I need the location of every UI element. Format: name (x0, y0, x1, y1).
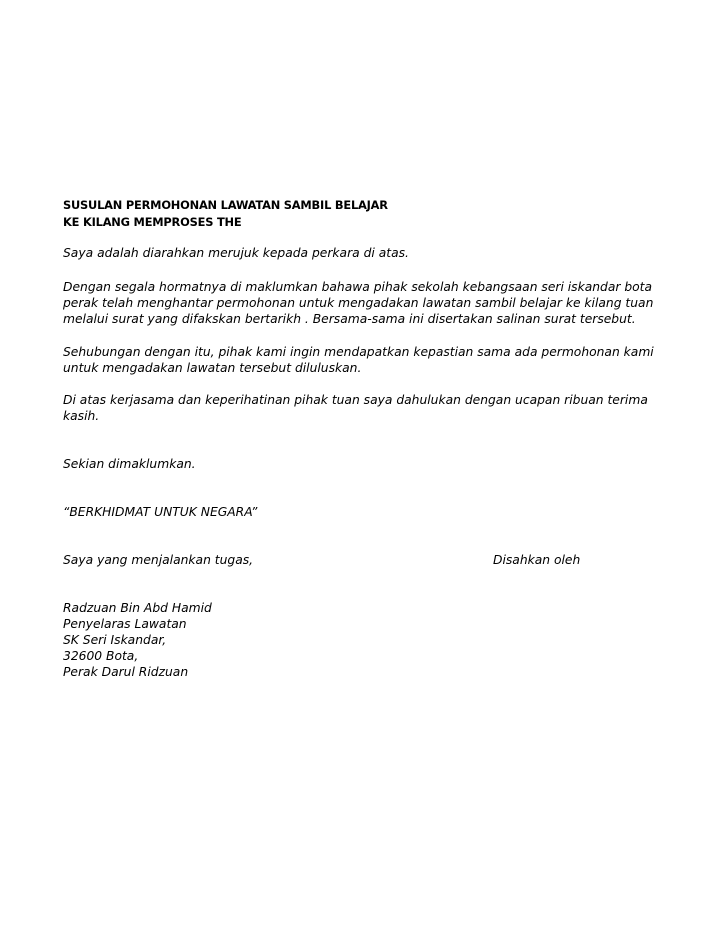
signatory-postcode: 32600 Bota, (63, 649, 139, 663)
signature-right-label: Disahkan oleh (493, 553, 581, 567)
motto: “BERKHIDMAT UNTUK NEGARA” (63, 505, 258, 519)
subject-heading-line-2: KE KILANG MEMPROSES THE (63, 215, 242, 229)
subject-heading-line-1: SUSULAN PERMOHONAN LAWATAN SAMBIL BELAJAR (63, 198, 388, 212)
paragraph-2-line-1: Sehubungan dengan itu, pihak kami ingin mendapatkan kepastian sama ada permohonan kami (63, 345, 654, 359)
signatory-name: Radzuan Bin Abd Hamid (63, 601, 212, 615)
signatory-state: Perak Darul Ridzuan (63, 665, 189, 679)
signatory-school: SK Seri Iskandar, (63, 633, 167, 647)
paragraph-1-line-3: melalui surat yang difakskan bertarikh . Bersama-sama ini disertakan salinan surat tersebut. (63, 312, 636, 326)
paragraph-2-line-2: untuk mengadakan lawatan tersebut diluluskan. (63, 361, 362, 375)
signatory-position: Penyelaras Lawatan (63, 617, 187, 631)
paragraph-1-line-1: Dengan segala hormatnya di maklumkan bahawa pihak sekolah kebangsaan seri iskandar bota (63, 280, 653, 294)
reference-line: Saya adalah diarahkan merujuk kepada perkara di atas. (63, 246, 409, 260)
paragraph-3-line-2: kasih. (63, 409, 100, 423)
paragraph-3-line-1: Di atas kerjasama dan keperihatinan pihak tuan saya dahulukan dengan ucapan ribuan terima (63, 393, 648, 407)
signature-left-label: Saya yang menjalankan tugas, (63, 553, 254, 567)
paragraph-1-line-2: perak telah menghantar permohonan untuk mengadakan lawatan sambil belajar ke kilang tuan (63, 296, 654, 310)
closing-line: Sekian dimaklumkan. (63, 457, 196, 471)
